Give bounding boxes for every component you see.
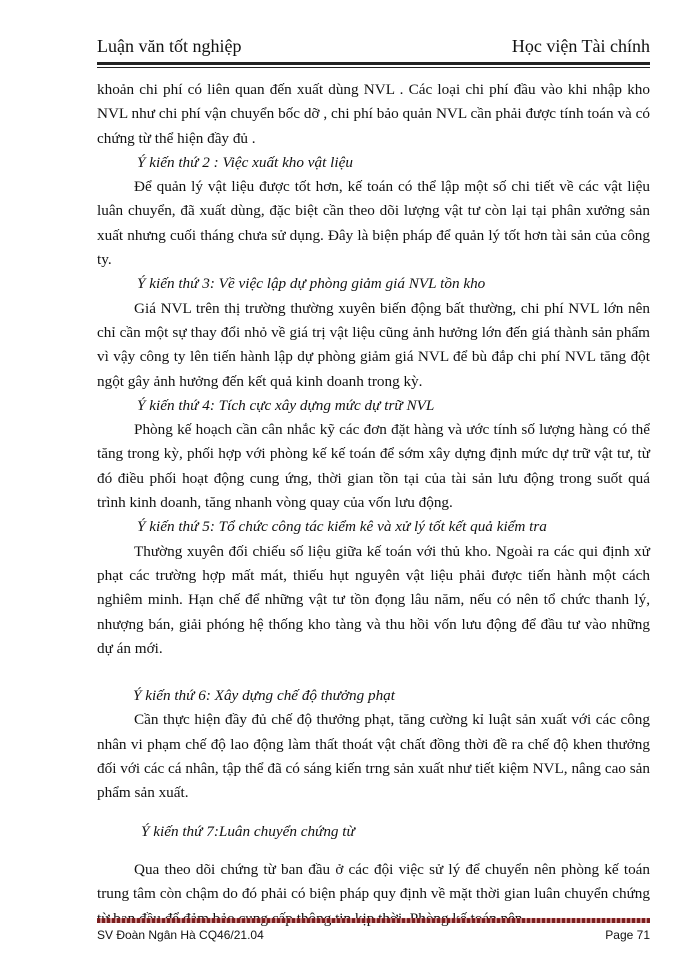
page-body bbox=[97, 78, 650, 931]
paragraph-opinion-4: Phòng kế hoạch cần cân nhắc kỹ các đơn đặt hàng và ước tính số lượng hàng có thể tăng trong kỳ, phối hợp với phòng kế kế toán để sớm xây dựng định mức dự trữ vật tư, từ đó điều phối hoạt động cung ứng, thời gian tồn tại của tài sản lưu động trong suốt quá trình kinh doanh, tăng nhanh vòng quay của vốn lưu động. bbox=[97, 421, 650, 512]
spacer bbox=[97, 661, 650, 684]
paragraph-opinion-5: Thường xuyên đối chiếu số liệu giữa kế toán với thủ kho. Ngoài ra các qui định xử phạt các trường hợp mất mát, thiếu hụt nguyên vật liệu phải được tiến hành một cách nghiêm minh. Hạn chế để những vật tư tồn đọng lâu năm, nếu có nên tổ chức thanh lý, nhượng bán, giải phóng hệ thống kho tàng và thu hồi vốn lưu động để đầu tư vào những dự án mới. bbox=[97, 542, 650, 657]
heading-opinion-4: Ý kiến thứ 4: Tích cực xây dựng mức dự trữ NVL bbox=[137, 396, 435, 414]
spacer bbox=[97, 806, 650, 820]
paragraph-opinion-2: Để quản lý vật liệu được tốt hơn, kế toán có thể lập một số chi tiết về các vật liệu luân chuyển, đã xuất dùng, đặc biệt cần theo dõi lượng vật tư còn lại tại phân xưởng sản xuất nhưng cuối tháng chưa sử dụng. Đây là biện pháp để quản lý tốt hơn tài sản của công ty. bbox=[97, 178, 650, 269]
page-footer bbox=[97, 928, 650, 948]
footer-student: SV Đoàn Ngân Hà CQ46/21.04 bbox=[97, 928, 264, 942]
header-rule-thin bbox=[97, 67, 650, 68]
paragraph-continuation: khoản chi phí có liên quan đến xuất dùng NVL . Các loại chi phí đầu vào khi nhập kho NVL như chi phí vận chuyển bốc dỡ , chi phí bảo quản NVL cần phải được tính toán và có chứng từ thể hiện đầy đủ . bbox=[97, 81, 650, 147]
paragraph-opinion-6: Cần thực hiện đầy đủ chế độ thưởng phạt, tăng cường kỉ luật sản xuất với các công nhân vi phạm chế độ lao động làm thất thoát vật chất đồng thời đề ra chế độ khen thưởng đối với các cá nhân, tập thể đã có sáng kiến trng sản xuất như tiết kiệm NVL, nâng cao sản phẩm sản xuất. bbox=[97, 711, 650, 802]
heading-opinion-6: Ý kiến thứ 6: Xây dựng chế độ thưởng phạt bbox=[133, 687, 395, 705]
page-header bbox=[97, 36, 650, 60]
heading-opinion-7: Ý kiến thứ 7:Luân chuyển chứng từ bbox=[141, 822, 355, 840]
page-number: Page 71 bbox=[605, 928, 650, 942]
header-institution: Học viện Tài chính bbox=[511, 36, 650, 56]
heading-opinion-5: Ý kiến thứ 5: Tổ chức công tác kiểm kê và xử lý tốt kết quả kiểm tra bbox=[137, 518, 547, 536]
heading-opinion-3: Ý kiến thứ 3: Về việc lập dự phòng giảm giá NVL tồn kho bbox=[137, 275, 486, 293]
heading-opinion-2: Ý kiến thứ 2 : Việc xuất kho vật liệu bbox=[137, 153, 353, 171]
header-rule-thick bbox=[97, 62, 650, 65]
paragraph-opinion-7: Qua theo dõi chứng từ ban đầu ở các đội việc sử lý để chuyển nên phòng kế toán trung tâm còn chậm do đó phải có biện pháp quy định về mặt thời gian luân chuyển chứng bbox=[97, 860, 650, 903]
spacer bbox=[97, 844, 650, 858]
footer-rule bbox=[97, 918, 650, 923]
header-thesis-title: Luận văn tốt nghiệp bbox=[97, 36, 242, 56]
paragraph-opinion-3: Giá NVL trên thị trường thường xuyên biến động bất thường, chi phí NVL lớn nên chỉ cần một sự thay đổi nhỏ về giá trị vật liệu cũng ảnh hưởng lớn đến giá thành sản phẩm vì vậy công ty lên tiến hành lập dự phòng giảm giá NVL để bù đắp chi phí NVL tăng đột ngột gây ảnh hưởng đến kết quả kinh doanh trong kỳ. bbox=[97, 299, 650, 390]
